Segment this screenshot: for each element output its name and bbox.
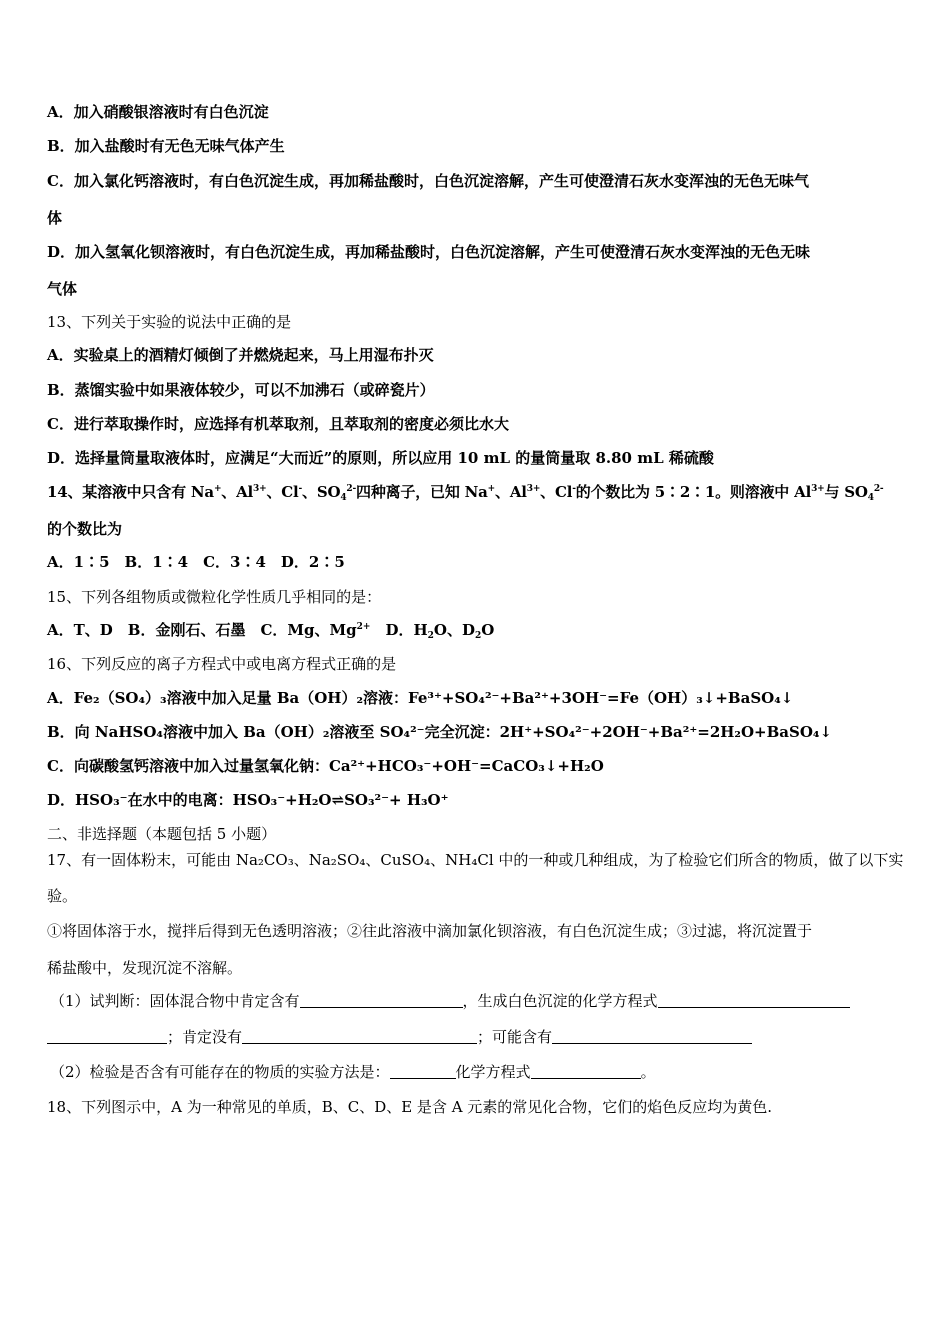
q16-option-a: A．Fe₂（SO₄）₃溶液中加入足量 Ba（OH）₂溶液：Fe³⁺+SO₄²⁻+Ba²⁺+3OH⁻=Fe（OH）₃↓+BaSO₄↓: [47, 689, 794, 707]
q15-stem: 15、下列各组物质或微粒化学性质几乎相同的是：: [47, 588, 382, 606]
q12-option-c-line1: C．加入氯化钙溶液时，有白色沉淀生成，再加稀盐酸时，白色沉淀溶解，产生可使澄清石灰水变浑浊的无色无味气: [47, 172, 809, 190]
answer-blank[interactable]: [552, 1029, 752, 1044]
q13-stem: 13、下列关于实验的说法中正确的是: [47, 313, 292, 331]
answer-blank[interactable]: [242, 1029, 477, 1044]
q17-steps-line1: ①将固体溶于水，搅拌后得到无色透明溶液；②往此溶液中滴加氯化钡溶液，有白色沉淀生成；③过滤，将沉淀置于: [47, 922, 813, 940]
q18-stem: 18、下列图示中，A 为一种常见的单质，B、C、D、E 是含 A 元素的常见化合物，它们的焰色反应均为黄色.: [47, 1098, 773, 1116]
q17-steps-line2: 稀盐酸中，发现沉淀不溶解。: [47, 959, 243, 977]
q12-option-a: A．加入硝酸银溶液时有白色沉淀: [47, 103, 269, 121]
q12-option-d-line1: D．加入氢氧化钡溶液时，有白色沉淀生成，再加稀盐酸时，白色沉淀溶解，产生可使澄清石灰水变浑浊的无色无味: [47, 243, 811, 261]
q16-option-c: C．向碳酸氢钙溶液中加入过量氢氧化钠：Ca²⁺+HCO₃⁻+OH⁻=CaCO₃↓+H₂O: [47, 757, 604, 775]
q16-option-b: B．向 NaHSO₄溶液中加入 Ba（OH）₂溶液至 SO₄²⁻完全沉淀：2H⁺+SO₄²⁻+2OH⁻+Ba²⁺=2H₂O+BaSO₄↓: [47, 723, 833, 741]
answer-blank[interactable]: [300, 993, 463, 1008]
q12-option-c-line2: 体: [47, 209, 63, 227]
q13-option-c: C．进行萃取操作时，应选择有机萃取剂，且萃取剂的密度必须比水大: [47, 415, 509, 433]
q13-option-d: D．选择量筒量取液体时，应满足“大而近”的原则，所以应用 10 mL 的量筒量取 8.80 mL 稀硫酸: [47, 449, 714, 467]
q13-option-b: B．蒸馏实验中如果液体较少，可以不加沸石（或碎瓷片）: [47, 381, 435, 399]
q14-options: A．1∶5 B．1∶4 C．3∶4 D．2∶5: [47, 553, 345, 571]
q17-part1-line2: ；肯定没有 ；可能含有: [47, 1026, 752, 1048]
q16-option-d: D．HSO₃⁻在水中的电离：HSO₃⁻+H₂O⇌SO₃²⁻+ H₃O⁺: [47, 791, 449, 809]
q12-option-b: B．加入盐酸时有无色无味气体产生: [47, 137, 285, 155]
q15-options: A．T、D B．金刚石、石墨 C．Mg、$Mg^{2+}$ D．$H_2O$、$D_2O$: [47, 621, 495, 641]
q17-stem-line2: 验。: [47, 887, 78, 905]
q14-stem-line1: 14、某溶液中只含有 Na+、$Al^{3+}$、Cl-、$SO_4^{2-}$四种离子，已知 Na+、$Al^{3+}$、Cl-的个数比为 5∶2∶1。则溶液中 $Al^{3+}$与 $SO_4^{2-}$: [47, 483, 884, 503]
answer-blank[interactable]: [47, 1029, 167, 1044]
section-2-heading: 二、非选择题（本题包括 5 小题）: [47, 825, 277, 843]
q17-part1-line1: （1）试判断：固体混合物中肯定含有 ，生成白色沉淀的化学方程式: [50, 990, 850, 1012]
q14-stem-line2: 的个数比为: [47, 520, 123, 538]
q17-stem-line1: 17、有一固体粉末，可能由 Na₂CO₃、Na₂SO₄、CuSO₄、NH₄Cl 中的一种或几种组成，为了检验它们所含的物质，做了以下实: [47, 851, 904, 869]
answer-blank[interactable]: [390, 1064, 456, 1079]
answer-blank[interactable]: [658, 993, 850, 1008]
q12-option-d-line2: 气体: [47, 280, 78, 298]
q13-option-a: A．实验桌上的酒精灯倾倒了并燃烧起来，马上用湿布扑灭: [47, 346, 434, 364]
q17-part2: （2）检验是否含有可能存在的物质的实验方法是： 化学方程式 。: [50, 1063, 656, 1081]
q16-stem: 16、下列反应的离子方程式中或电离方程式正确的是: [47, 655, 397, 673]
answer-blank[interactable]: [531, 1064, 641, 1079]
